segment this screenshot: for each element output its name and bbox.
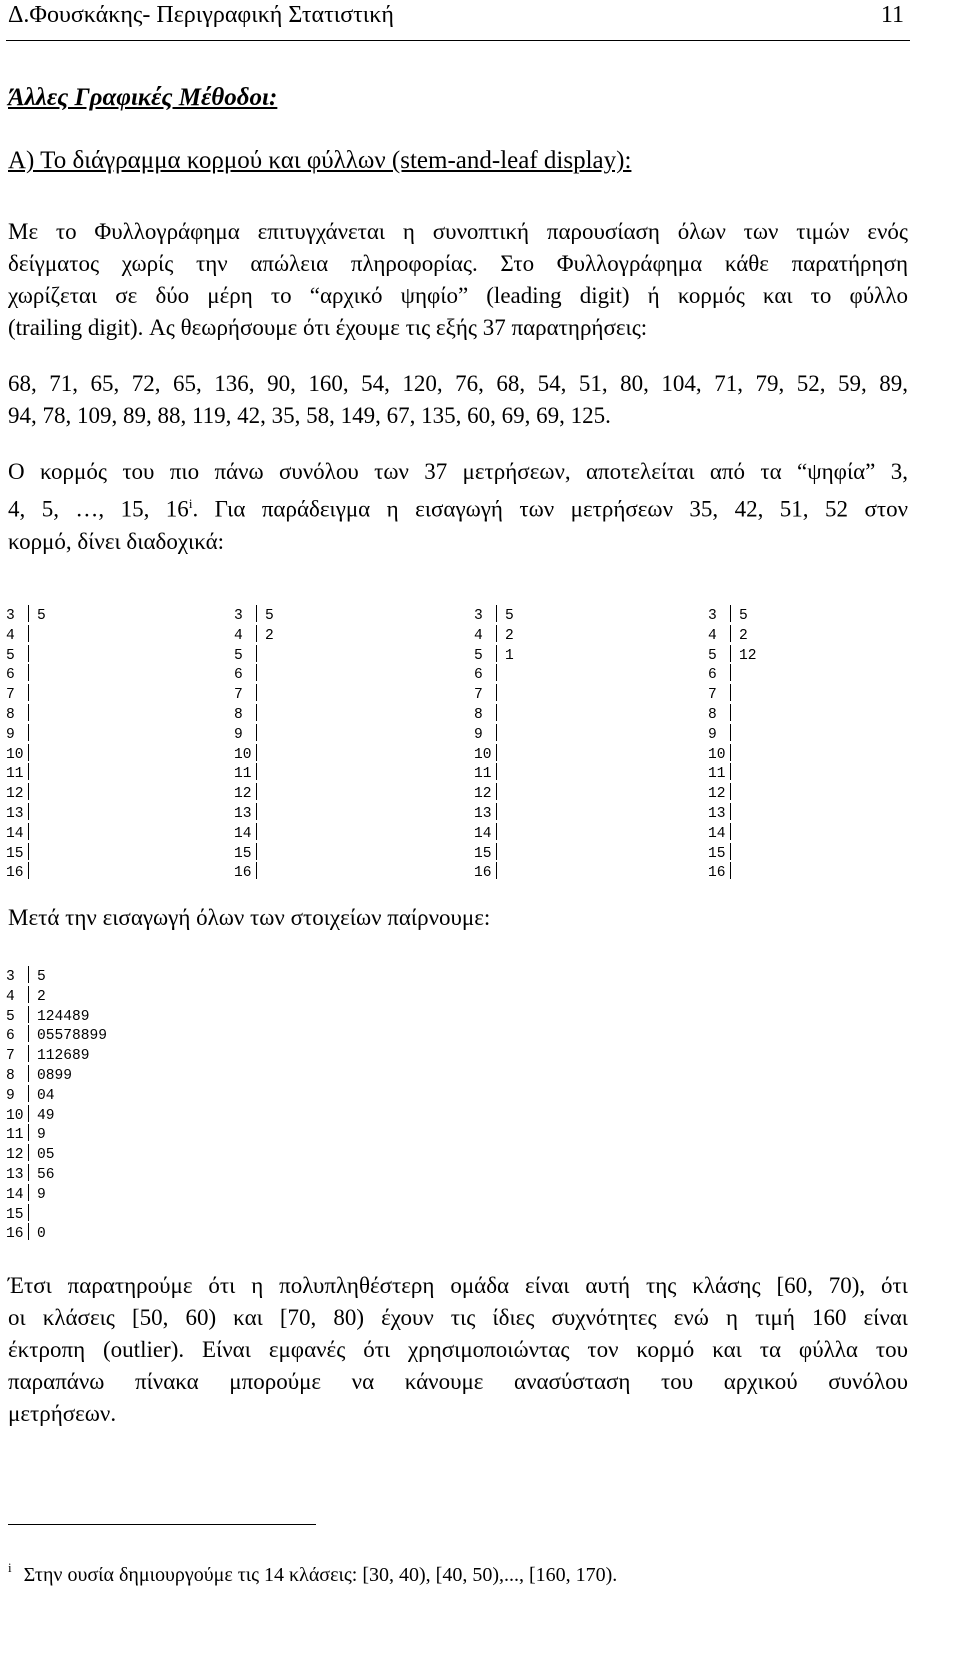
stem-value: 12 [474,786,492,803]
footnote-rule [8,1524,316,1525]
stem-value: 5 [234,647,243,664]
stem-divider [28,724,29,741]
stem-value: 10 [708,746,726,763]
stem-value: 16 [6,865,24,882]
stem-value: 5 [6,1008,15,1025]
stem-leaf-row [234,744,274,764]
stem-divider [256,843,257,860]
stem-value: 15 [474,845,492,862]
stem-value: 7 [6,687,15,704]
stem-leaf-row [708,823,757,843]
running-header-title: Δ.Φουσκάκης- Περιγραφική Στατιστική [8,2,394,28]
stem-leaf-row [474,744,514,764]
stem-leaf-row [6,684,46,704]
stem-divider [730,605,731,622]
stem-divider [28,862,29,879]
stem-value: 6 [6,667,15,684]
data-paragraph [8,368,908,432]
stem-divider [496,684,497,701]
stem-value: 13 [6,1166,24,1183]
leaf-value: 2 [265,627,274,644]
stem-divider [28,605,29,622]
stem-divider [496,704,497,721]
stem-value: 14 [708,825,726,842]
stem-divider [256,783,257,800]
stem-divider [28,645,29,662]
stem-leaf-row [474,783,514,803]
stem-divider [28,1006,29,1023]
stem-value: 9 [234,726,243,743]
stem-leaf-row [6,1105,107,1125]
stem-value: 4 [474,627,483,644]
stem-divider [28,1223,29,1240]
page-number: 11 [880,2,904,28]
header-rule [6,40,910,41]
stem-leaf-row [474,684,514,704]
stem-divider [496,625,497,642]
stem-value: 12 [708,786,726,803]
stem-leaf-row [708,605,757,625]
leaf-value: 0899 [37,1067,73,1084]
stem-value: 15 [6,845,24,862]
stem-leaf-row [708,625,757,645]
stem-divider [28,1204,29,1221]
leaf-value: 56 [37,1166,55,1183]
stem-divider [28,843,29,860]
conclusion-line: Έτσι παρατηρούμε ότι η πολυπληθέστερη ομάδα είναι αυτή της κλάσης [60, 70), ότι [8,1273,908,1298]
leaf-value: 12 [739,647,757,664]
stem-value: 11 [474,766,492,783]
stem-leaf-step-3 [474,605,514,882]
stem-value: 14 [234,825,252,842]
leaf-value: 5 [739,608,748,624]
data-line: 94, 78, 109, 89, 88, 119, 42, 35, 58, 149, 67, 135, 60, 69, 69, 125. [8,403,611,428]
stem-leaf-row [6,1164,107,1184]
stem-leaf-row [474,664,514,684]
stem-value: 11 [6,766,24,783]
stem-leaf-step-1 [6,605,46,882]
stem-leaf-row [708,803,757,823]
stem-divider [730,645,731,662]
stem-value: 14 [6,1186,24,1203]
stem-leaf-row [6,843,46,863]
leaf-value: 05 [37,1147,55,1164]
stem-divider [256,803,257,820]
stem-leaf-row [474,605,514,625]
stem-divider [256,645,257,662]
leaf-value: 1 [505,647,514,664]
stem-leaf-row [6,744,46,764]
stem-value: 4 [234,627,243,644]
stem-divider [28,966,29,983]
stem-divider [256,744,257,761]
stem-divider [28,1025,29,1042]
stem-divider [496,763,497,780]
stem-divider [730,763,731,780]
stem-value: 5 [6,647,15,664]
stem-line-1: Ο κορμός του πιο πάνω συνόλου των 37 μετρήσεων, αποτελείται από τα “ψηφία” 3, [8,459,908,484]
stem-divider [256,625,257,642]
stem-divider [256,862,257,879]
stem-divider [28,1184,29,1201]
stem-divider [730,744,731,761]
stem-leaf-final [6,966,107,1243]
stem-value: 8 [6,1067,15,1084]
stem-leaf-step-4 [708,605,757,882]
footnote-text: Στην ουσία δημιουργούμε τις 14 κλάσεις: [30, 40), [40, 50),..., [160, 170). [23,1564,618,1586]
stem-value: 13 [234,805,252,822]
stem-divider [256,684,257,701]
stem-divider [256,664,257,681]
intro-line: (trailing digit). Ας θεωρήσουμε ότι έχουμε τις εξής 37 παρατηρήσεις: [8,315,648,340]
stem-divider [730,724,731,741]
stem-leaf-row [234,763,274,783]
stem-value: 16 [6,1226,24,1243]
stem-leaf-row [474,763,514,783]
stem-value: 11 [6,1127,24,1144]
stem-value: 16 [708,865,726,882]
stem-divider [730,862,731,879]
stem-divider [496,664,497,681]
stem-value: 14 [6,825,24,842]
stem-divider [496,724,497,741]
stem-leaf-row [6,1065,107,1085]
stem-divider [28,1085,29,1102]
stem-divider [28,1105,29,1122]
stem-value: 3 [6,969,15,985]
after-all-label: Μετά την εισαγωγή όλων των στοιχείων παίρνουμε: [8,905,491,930]
stem-divider [28,625,29,642]
stem-value: 13 [708,805,726,822]
stem-leaf-row [234,625,274,645]
stem-value: 4 [6,988,15,1005]
stem-value: 6 [234,667,243,684]
stem-leaf-row [708,763,757,783]
stem-divider [496,783,497,800]
stem-leaf-row [474,803,514,823]
stem-leaf-row [6,1124,107,1144]
stem-divider [28,664,29,681]
stem-value: 3 [708,608,717,624]
stem-divider [496,803,497,820]
stem-divider [730,843,731,860]
stem-divider [28,1045,29,1062]
leaf-value: 9 [37,1186,46,1203]
stem-value: 5 [708,647,717,664]
stem-paragraph [8,456,908,558]
stem-divider [730,704,731,721]
stem-divider [496,843,497,860]
stem-value: 12 [234,786,252,803]
stem-value: 11 [234,766,252,783]
stem-leaf-row [708,704,757,724]
stem-value: 8 [708,706,717,723]
stem-value: 9 [6,1087,15,1104]
stem-leaf-row [234,823,274,843]
stem-value: 16 [474,865,492,882]
stem-leaf-row [708,645,757,665]
data-line: 68, 71, 65, 72, 65, 136, 90, 160, 54, 120, 76, 68, 54, 51, 80, 104, 71, 79, 52, 59, 89, [8,371,908,396]
stem-value: 15 [708,845,726,862]
stem-leaf-row [234,605,274,625]
stem-divider [28,1164,29,1181]
stem-divider [28,684,29,701]
stem-value: 3 [474,608,483,624]
conclusion-line: παραπάνω πίνακα μπορούμε να κάνουμε ανασύσταση του αρχικού συνόλου [8,1369,908,1394]
stem-value: 10 [474,746,492,763]
footnote-mark: i [8,1560,12,1575]
stem-leaf-row [474,704,514,724]
stem-divider [496,823,497,840]
leaf-value: 5 [505,608,514,624]
stem-leaf-row [474,862,514,882]
stem-divider [730,684,731,701]
stem-value: 3 [6,608,15,624]
stem-leaf-row [6,763,46,783]
stem-leaf-row [6,966,107,986]
leaf-value: 49 [37,1107,55,1124]
stem-leaf-row [234,645,274,665]
stem-value: 16 [234,865,252,882]
stem-leaf-row [6,1025,107,1045]
stem-line-2 [8,488,908,526]
conclusion-line: έκτροπη (outlier). Είναι εμφανές ότι χρησιμοποιώντας τον κορμό και τα φύλλα του [8,1337,908,1362]
stem-divider [28,704,29,721]
stem-value: 6 [474,667,483,684]
stem-divider [28,1124,29,1141]
stem-value: 13 [6,805,24,822]
stem-leaf-step-2 [234,605,274,882]
stem-leaf-row [6,605,46,625]
stem-value: 10 [6,746,24,763]
conclusion-paragraph [8,1270,908,1430]
stem-divider [28,744,29,761]
stem-value: 7 [6,1048,15,1065]
stem-leaf-row [6,1085,107,1105]
stem-leaf-row [6,1006,107,1026]
intro-line: δείγματος χωρίς την απώλεια πληροφορίας. Στο Φυλλογράφημα κάθε παρατήρηση [8,251,908,276]
stem-value: 11 [708,766,726,783]
stem-divider [28,803,29,820]
stem-value: 8 [234,706,243,723]
stem-leaf-row [234,664,274,684]
intro-line: Με το Φυλλογράφημα επιτυγχάνεται η συνοπτική παρουσίαση όλων των τιμών ενός [8,219,908,244]
stem-leaf-row [6,1184,107,1204]
stem-divider [730,823,731,840]
stem-leaf-row [708,724,757,744]
stem-leaf-row [234,843,274,863]
stem-divider [256,605,257,622]
footnote-reference: i [188,496,193,511]
intro-line: χωρίζεται σε δύο μέρη το “αρχικό ψηφίο” (leading digit) ή κορμός και το φύλλο [8,283,908,308]
stem-leaf-row [708,684,757,704]
footnote [8,1560,617,1587]
leaf-value: 05578899 [37,1028,108,1045]
stem-leaf-row [6,625,46,645]
stem-leaf-row [474,645,514,665]
stem-leaf-row [708,862,757,882]
stem-divider [730,625,731,642]
leaf-value: 04 [37,1087,55,1104]
stem-leaf-row [6,862,46,882]
stem-divider [28,823,29,840]
stem-value: 9 [474,726,483,743]
stem-value: 10 [234,746,252,763]
stem-line-2-end: . Για παράδειγμα η εισαγωγή των μετρήσεων 35, 42, 51, 52 στον [192,496,909,522]
stem-leaf-row [234,684,274,704]
subsection-title: Α) Το διάγραμμα κορμού και φύλλων (stem-and-leaf display): [8,147,632,174]
stem-divider [256,763,257,780]
intro-paragraph [8,216,908,344]
stem-leaf-row [6,1204,107,1224]
stem-divider [496,605,497,622]
stem-line-3: κορμό, δίνει διαδοχικά: [8,528,225,554]
stem-leaf-row [234,803,274,823]
stem-leaf-row [6,1144,107,1164]
leaf-value: 2 [37,988,46,1005]
stem-value: 8 [6,706,15,723]
stem-leaf-row [474,724,514,744]
stem-leaf-row [6,645,46,665]
leaf-value: 9 [37,1127,46,1144]
leaf-value: 112689 [37,1048,90,1065]
section-title: Άλλες Γραφικές Μέθοδοι: [8,84,278,111]
leaf-value: 5 [265,608,274,624]
leaf-value: 2 [505,627,514,644]
stem-leaf-row [6,724,46,744]
stem-leaf-row [708,843,757,863]
stem-leaf-row [474,843,514,863]
stem-leaf-row [6,803,46,823]
stem-leaf-row [234,704,274,724]
stem-value: 12 [6,786,24,803]
stem-value: 15 [234,845,252,862]
stem-value: 4 [708,627,717,644]
stem-leaf-row [6,664,46,684]
stem-leaf-row [6,1223,107,1243]
stem-leaf-row [474,625,514,645]
stem-leaf-row [234,783,274,803]
stem-value: 3 [234,608,243,624]
stem-value: 13 [474,805,492,822]
leaf-value: 0 [37,1226,46,1243]
stem-divider [496,744,497,761]
stem-value: 8 [474,706,483,723]
stem-value: 4 [6,627,15,644]
stem-divider [256,704,257,721]
stem-divider [28,1144,29,1161]
stem-value: 9 [6,726,15,743]
stem-leaf-row [708,783,757,803]
stem-leaf-row [708,664,757,684]
stem-value: 6 [6,1028,15,1045]
stem-divider [730,664,731,681]
stem-divider [28,986,29,1003]
leaf-value: 2 [739,627,748,644]
stem-divider [496,645,497,662]
stem-leaf-row [474,823,514,843]
stem-divider [730,783,731,800]
conclusion-line: μετρήσεων. [8,1401,117,1426]
stem-divider [256,823,257,840]
stem-value: 9 [708,726,717,743]
stem-leaf-row [6,704,46,724]
stem-leaf-row [234,862,274,882]
stem-leaf-row [708,744,757,764]
stem-leaf-row [234,724,274,744]
stem-value: 10 [6,1107,24,1124]
stem-value: 14 [474,825,492,842]
stem-divider [28,783,29,800]
stem-leaf-row [6,986,107,1006]
conclusion-line: οι κλάσεις [50, 60) και [70, 80) έχουν τις ίδιες συχνότητες ενώ η τιμή 160 είναι [8,1305,908,1330]
stem-divider [28,1065,29,1082]
stem-leaf-row [6,823,46,843]
leaf-value: 5 [37,608,46,624]
stem-value: 6 [708,667,717,684]
stem-divider [256,724,257,741]
leaf-value: 124489 [37,1008,90,1025]
stem-divider [28,763,29,780]
stem-value: 7 [474,687,483,704]
stem-value: 15 [6,1206,24,1223]
stem-value: 5 [474,647,483,664]
stem-value: 7 [234,687,243,704]
stem-value: 7 [708,687,717,704]
stem-divider [496,862,497,879]
stem-value: 12 [6,1147,24,1164]
stem-divider [730,803,731,820]
stem-leaf-row [6,1045,107,1065]
stem-leaf-row [6,783,46,803]
stem-line-2-start: 4, 5, …, 15, 16 [8,496,189,522]
leaf-value: 5 [37,969,46,985]
